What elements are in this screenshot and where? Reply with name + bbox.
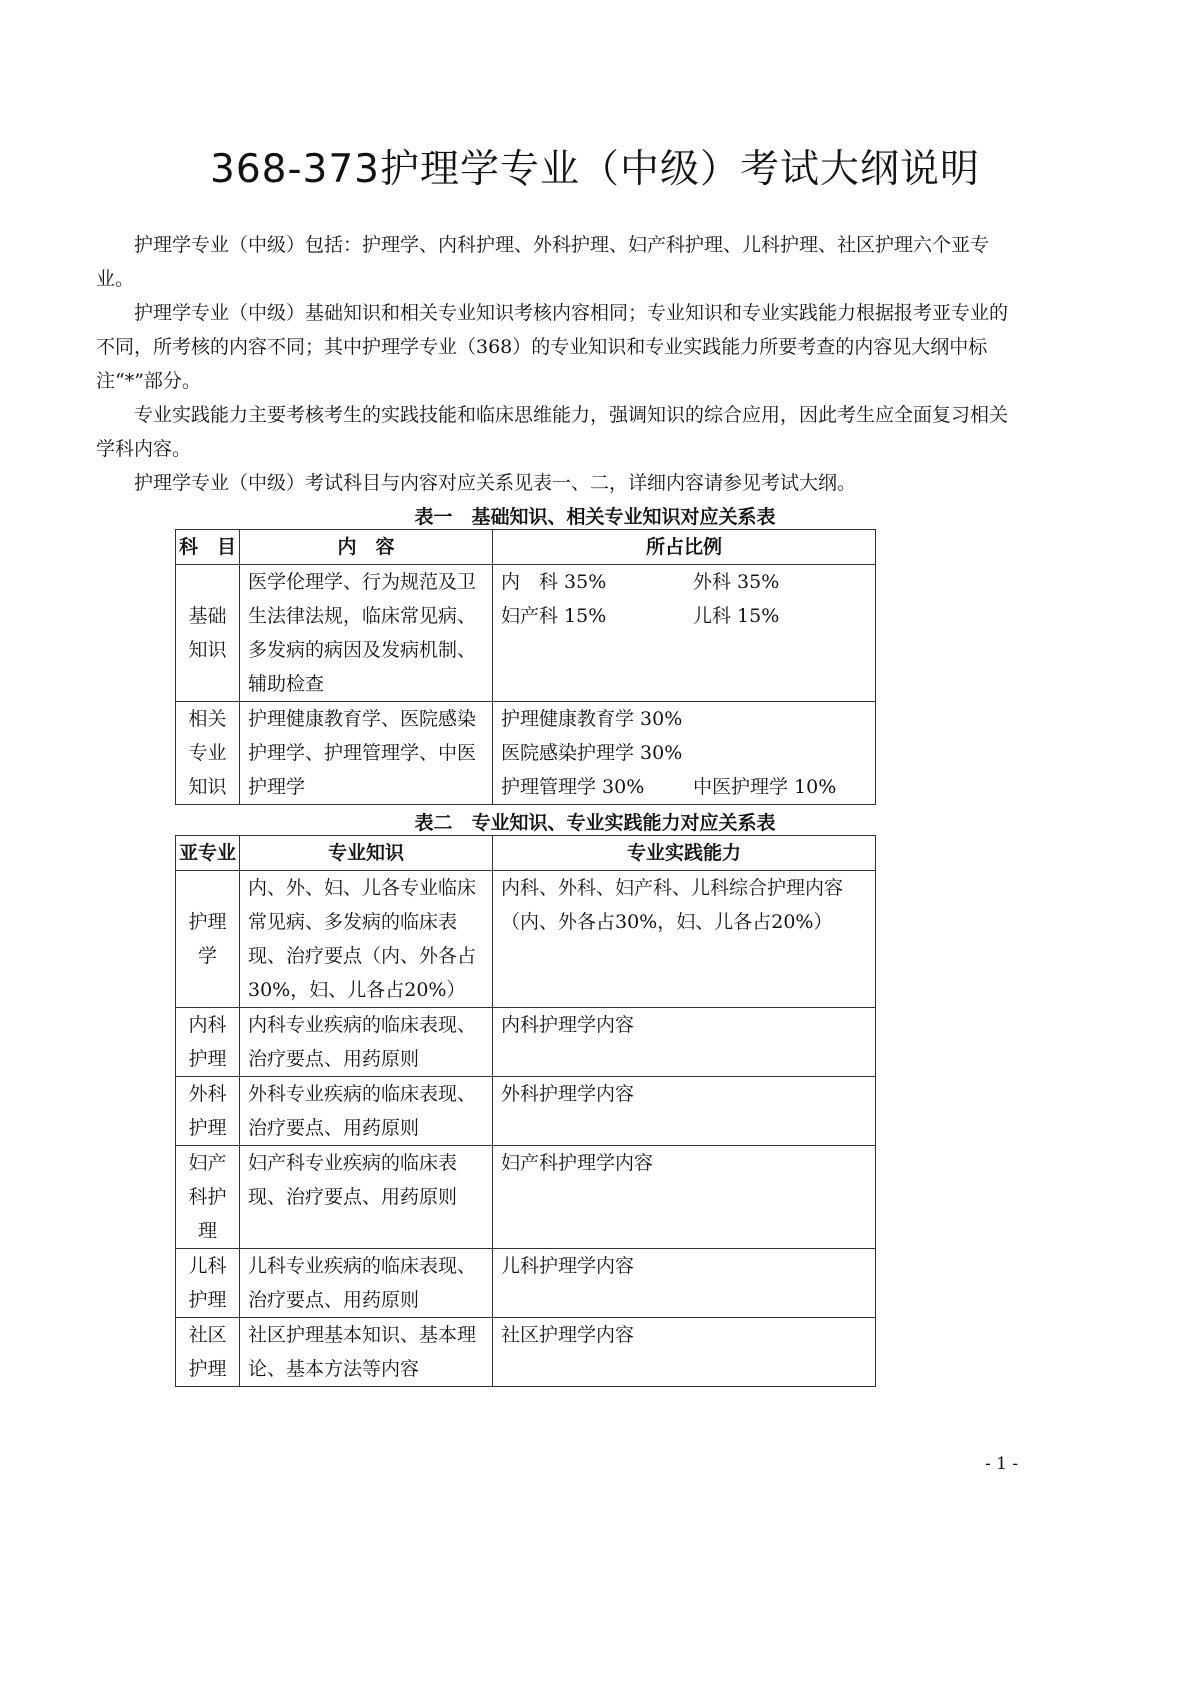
ratio-item: 内 科 35%: [501, 571, 607, 593]
page-title: 368-373护理学专业（中级）考试大纲说明: [210, 147, 980, 192]
column-header: 科 目: [176, 530, 240, 565]
practice-cell: 儿科护理学内容: [493, 1249, 876, 1318]
column-header: 亚专业: [176, 836, 240, 871]
knowledge-cell: 内、外、妇、儿各专业临床常见病、多发病的临床表现、治疗要点（内、外各占30%，妇、儿各占20%）: [240, 871, 493, 1008]
ratio-item: 医院感染护理学 30%: [501, 742, 683, 764]
ratio-item: 妇产科 15%: [501, 605, 607, 627]
column-header: 所占比例: [493, 530, 876, 565]
table-row: [176, 702, 876, 805]
paragraph: 护理学专业（中级）基础知识和相关专业知识考核内容相同；专业知识和专业实践能力根据报考亚专业的不同，所考核的内容不同；其中护理学专业（368）的专业知识和专业实践能力所要考查的内容见大纲中标注“*”部分。: [96, 302, 1009, 392]
table-row: [176, 1077, 876, 1146]
table2-caption: 表二 专业知识、专业实践能力对应关系表: [414, 812, 776, 834]
subspecialty-cell: 妇产科护理: [176, 1146, 240, 1249]
table-header: [176, 530, 876, 565]
subspecialty-cell: 社区护理: [176, 1318, 240, 1387]
subspecialty-cell: 外科护理: [176, 1077, 240, 1146]
ratio-item: 护理管理学 30%: [501, 776, 645, 798]
table-header: [176, 836, 876, 871]
knowledge-cell: 内科专业疾病的临床表现、治疗要点、用药原则: [240, 1008, 493, 1077]
table-row: [176, 1008, 876, 1077]
ratio-item: 护理健康教育学 30%: [501, 708, 683, 730]
ratio-item: 儿科 15%: [693, 605, 780, 627]
ratio-item: 外科 35%: [693, 571, 780, 593]
knowledge-cell: 社区护理基本知识、基本理论、基本方法等内容: [240, 1318, 493, 1387]
table-row: [176, 871, 876, 1008]
knowledge-cell: 妇产科专业疾病的临床表现、治疗要点、用药原则: [240, 1146, 493, 1249]
subspecialty-cell: 内科护理: [176, 1008, 240, 1077]
ratio-cell: [493, 702, 876, 805]
table2: [175, 835, 876, 1387]
paragraph: 专业实践能力主要考核考生的实践技能和临床思维能力，强调知识的综合应用，因此考生应全面复习相关学科内容。: [96, 404, 1009, 460]
column-header: 专业实践能力: [493, 836, 876, 871]
column-header: 专业知识: [240, 836, 493, 871]
content-cell: 医学伦理学、行为规范及卫生法律法规，临床常见病、多发病的病因及发病机制、辅助检查: [240, 565, 493, 702]
practice-cell: 内科、外科、妇产科、儿科综合护理内容（内、外各占30%，妇、儿各占20%）: [493, 871, 876, 1008]
table-row: [176, 1146, 876, 1249]
table1: [175, 529, 876, 805]
ratio-cell: [493, 565, 876, 702]
practice-cell: 社区护理学内容: [493, 1318, 876, 1387]
practice-cell: 外科护理学内容: [493, 1077, 876, 1146]
subspecialty-cell: 儿科护理: [176, 1249, 240, 1318]
table-row: [176, 565, 876, 702]
column-header: 内 容: [240, 530, 493, 565]
paragraph: 护理学专业（中级）考试科目与内容对应关系见表一、二，详细内容请参见考试大纲。: [134, 472, 857, 494]
paragraph: 护理学专业（中级）包括：护理学、内科护理、外科护理、妇产科护理、儿科护理、社区护理六个亚专业。: [96, 234, 990, 290]
practice-cell: 妇产科护理学内容: [493, 1146, 876, 1249]
ratio-item: 中医护理学 10%: [693, 776, 837, 798]
subspecialty-cell: 护理学: [176, 871, 240, 1008]
intro-text: [96, 228, 1016, 500]
knowledge-cell: 外科专业疾病的临床表现、治疗要点、用药原则: [240, 1077, 493, 1146]
subject-cell: 相关专业知识: [176, 702, 240, 805]
table1-caption: 表一 基础知识、相关专业知识对应关系表: [414, 506, 776, 528]
subject-cell: 基础知识: [176, 565, 240, 702]
page-number: - 1 -: [985, 1454, 1019, 1474]
content-cell: 护理健康教育学、医院感染护理学、护理管理学、中医护理学: [240, 702, 493, 805]
table-row: [176, 1249, 876, 1318]
practice-cell: 内科护理学内容: [493, 1008, 876, 1077]
knowledge-cell: 儿科专业疾病的临床表现、治疗要点、用药原则: [240, 1249, 493, 1318]
table-row: [176, 1318, 876, 1387]
